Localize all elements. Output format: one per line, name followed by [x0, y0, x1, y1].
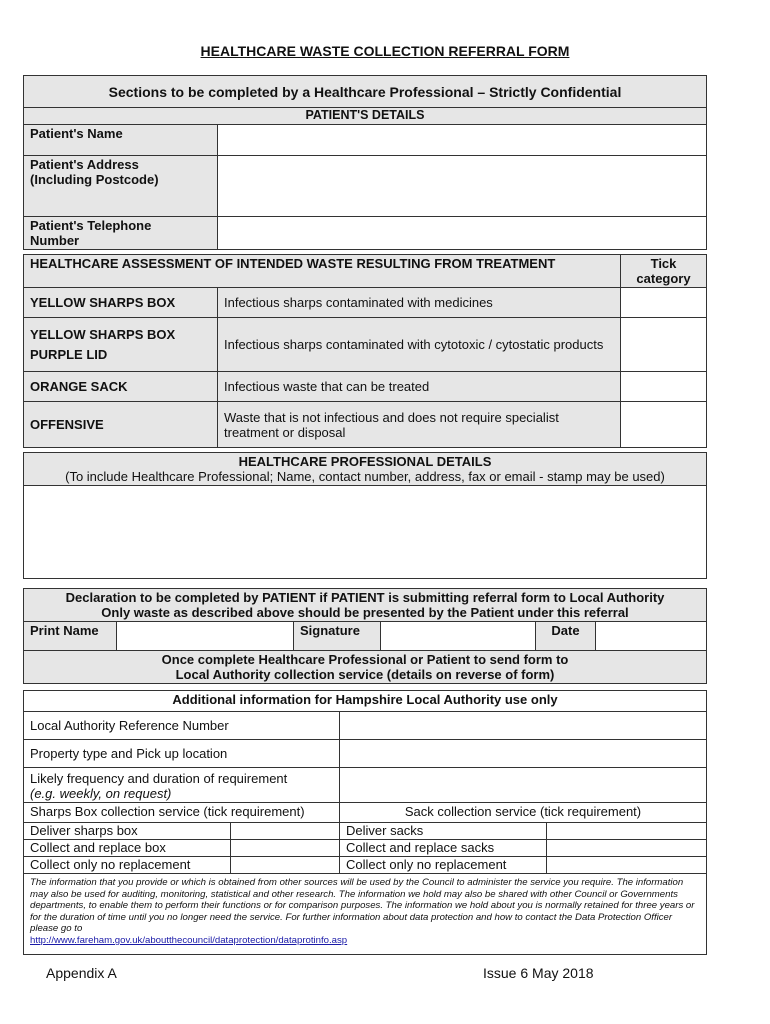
frequency-field[interactable]: [340, 768, 707, 803]
property-type-field[interactable]: [340, 740, 707, 768]
patient-name-label: Patient's Name: [24, 125, 218, 156]
assessment-table: [23, 254, 707, 448]
sack-option-label: Collect and replace sacks: [340, 840, 547, 857]
tick-box-yellow-sharps[interactable]: [621, 288, 707, 318]
data-protection-link[interactable]: http://www.fareham.gov.uk/aboutthecouncil/dataprotection/dataprotinfo.asp: [30, 934, 348, 946]
sharps-service-header: Sharps Box collection service (tick requirement): [24, 803, 340, 823]
sharps-option-label: Collect and replace box: [24, 840, 231, 857]
confidential-banner: Sections to be completed by a Healthcare Professional – Strictly Confidential: [24, 76, 707, 108]
sharps-option-label: Deliver sharps box: [24, 823, 231, 840]
category-label: YELLOW SHARPS BOX PURPLE LID: [24, 318, 218, 372]
reference-number-field[interactable]: [340, 712, 707, 740]
print-name-label: Print Name: [24, 622, 117, 651]
assessment-header: HEALTHCARE ASSESSMENT OF INTENDED WASTE RESULTING FROM TREATMENT: [24, 255, 621, 288]
patient-telephone-field[interactable]: [218, 217, 707, 250]
reference-number-label: Local Authority Reference Number: [24, 712, 340, 740]
appendix-label: Appendix A: [46, 965, 117, 981]
category-label: ORANGE SACK: [24, 372, 218, 402]
category-description: Waste that is not infectious and does not require specialist treatment or disposal: [218, 402, 621, 448]
sack-option-label: Deliver sacks: [340, 823, 547, 840]
category-description: Infectious waste that can be treated: [218, 372, 621, 402]
signature-field[interactable]: [381, 622, 536, 651]
data-protection-notice: [24, 874, 707, 955]
declaration-table: [23, 588, 707, 684]
sack-option-label: Collect only no replacement: [340, 857, 547, 874]
sharps-option-tick[interactable]: [231, 840, 340, 857]
patient-telephone-label: Patient's Telephone Number: [24, 217, 218, 250]
local-authority-table: [23, 690, 707, 955]
professional-details-field[interactable]: [24, 486, 707, 579]
declaration-header: Declaration to be completed by PATIENT if PATIENT is submitting referral form to Local Authority Only waste as described above should be presented by the Patient under this referral: [24, 589, 707, 622]
sharps-option-tick[interactable]: [231, 857, 340, 874]
send-instructions: Once complete Healthcare Professional or Patient to send form to Local Authority collection service (details on reverse of form): [24, 651, 707, 684]
patients-details-header: PATIENT'S DETAILS: [24, 108, 707, 125]
patient-address-field[interactable]: [218, 156, 707, 217]
tick-box-offensive[interactable]: [621, 402, 707, 448]
category-description: Infectious sharps contaminated with medicines: [218, 288, 621, 318]
form-title: HEALTHCARE WASTE COLLECTION REFERRAL FORM: [200, 43, 570, 59]
date-label: Date: [536, 622, 596, 651]
professional-details-header: HEALTHCARE PROFESSIONAL DETAILS (To include Healthcare Professional; Name, contact number, address, fax or email - stamp may be used): [24, 453, 707, 486]
sharps-option-label: Collect only no replacement: [24, 857, 231, 874]
sack-option-tick[interactable]: [547, 823, 707, 840]
patient-address-label: Patient's Address (Including Postcode): [24, 156, 218, 217]
print-name-field[interactable]: [117, 622, 294, 651]
sack-option-tick[interactable]: [547, 840, 707, 857]
category-label: OFFENSIVE: [24, 402, 218, 448]
frequency-label: Likely frequency and duration of requirement (e.g. weekly, on request): [24, 768, 340, 803]
property-type-label: Property type and Pick up location: [24, 740, 340, 768]
sack-service-header: Sack collection service (tick requirement): [340, 803, 707, 823]
category-label: YELLOW SHARPS BOX: [24, 288, 218, 318]
data-protection-text: The information that you provide or which is obtained from other sources will be used by the Council to administer the service you require. The information may also be used for auditing, monitoring, statistical and other research. The information we hold may also be shared with other Council or Governments departments, to enable them to perform their functions or for comparison purposes. The information we hold about you is normally retained for three years or for the duration of time until you no longer need the service. For further information about data protection and how to contact the Data Protection Officer please go to: [30, 877, 695, 935]
issue-label: Issue 6 May 2018: [483, 965, 594, 981]
sack-option-tick[interactable]: [547, 857, 707, 874]
tick-category-header: Tick category: [621, 255, 707, 288]
tick-box-purple-lid[interactable]: [621, 318, 707, 372]
tick-box-orange-sack[interactable]: [621, 372, 707, 402]
sharps-option-tick[interactable]: [231, 823, 340, 840]
category-description: Infectious sharps contaminated with cytotoxic / cytostatic products: [218, 318, 621, 372]
signature-label: Signature: [294, 622, 381, 651]
date-field[interactable]: [596, 622, 707, 651]
local-authority-header: Additional information for Hampshire Local Authority use only: [24, 691, 707, 712]
professional-details-table: [23, 452, 707, 579]
patient-details-table: [23, 75, 707, 250]
patient-name-field[interactable]: [218, 125, 707, 156]
